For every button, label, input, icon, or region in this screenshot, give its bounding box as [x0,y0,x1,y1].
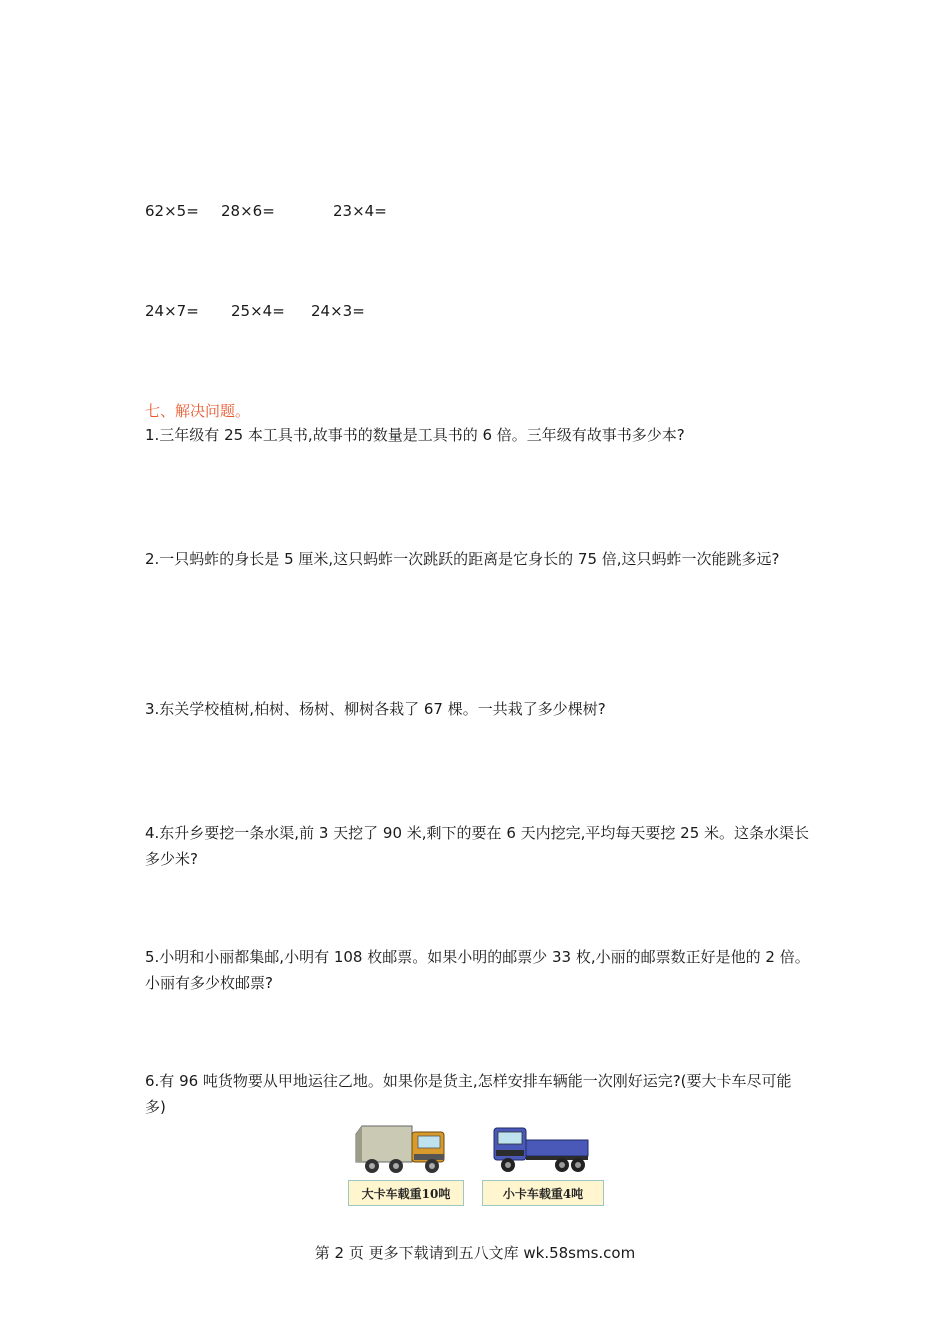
problem-4: 4.东升乡要挖一条水渠,前 3 天挖了 90 米,剩下的要在 6 天内挖完,平均每天要挖 25 米。这条水渠长多少米? [145,824,810,868]
section-title: 七、解决问题。 [145,402,251,420]
calc-item: 25×4= [231,302,285,320]
calc-item: 23×4= [333,202,387,220]
calc-item: 28×6= [221,202,275,220]
flatbed-truck-icon [490,1118,594,1176]
problem-6: 6.有 96 吨货物要从甲地运往乙地。如果你是货主,怎样安排车辆能一次刚好运完?(要大卡车尽可能多) [145,1072,792,1116]
problem-3: 3.东关学校植树,柏树、杨树、柳树各栽了 67 棵。一共栽了多少棵树? [145,700,606,718]
big-truck-caption: 大卡车载重10吨 [348,1180,464,1206]
problem-1: 1.三年级有 25 本工具书,故事书的数量是工具书的 6 倍。三年级有故事书多少本? [145,426,685,444]
calc-item: 62×5= [145,202,199,220]
problem-2: 2.一只蚂蚱的身长是 5 厘米,这只蚂蚱一次跳跃的距离是它身长的 75 倍,这只蚂蚱一次能跳多远? [145,550,780,568]
calc-item: 24×7= [145,302,199,320]
calc-item: 24×3= [311,302,365,320]
box-truck-icon [352,1118,452,1176]
problem-5: 5.小明和小丽都集邮,小明有 108 枚邮票。如果小明的邮票少 33 枚,小丽的邮票数正好是他的 2 倍。小丽有多少枚邮票? [145,948,810,992]
page-footer: 第 2 页 更多下载请到五八文库 wk.58sms.com [314,1244,636,1262]
small-truck-caption: 小卡车载重4吨 [482,1180,604,1206]
